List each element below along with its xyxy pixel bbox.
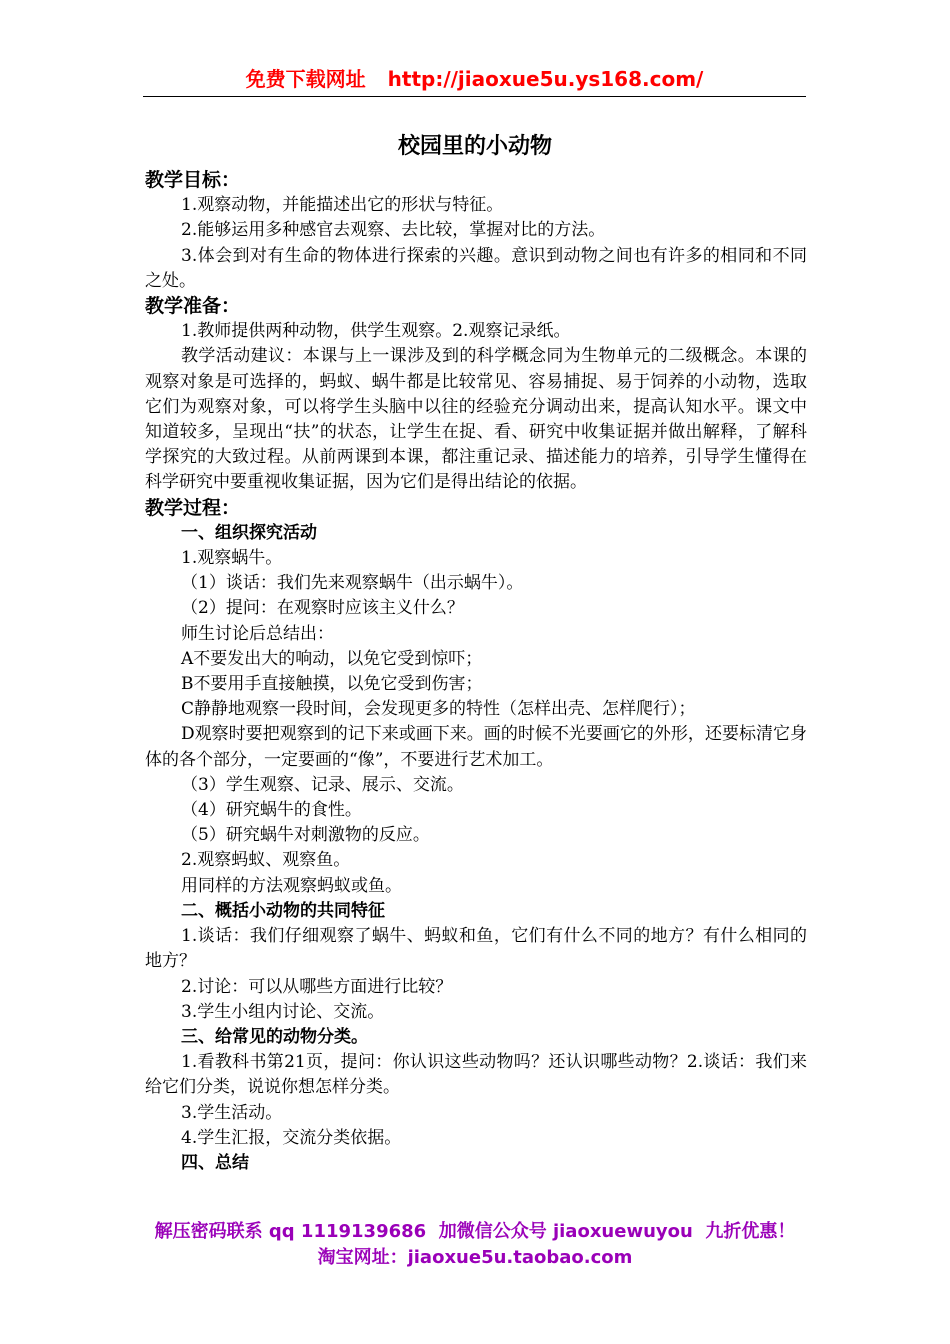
- part3-item: 3.学生活动。: [181, 1102, 283, 1123]
- part2-item: 3.学生小组内讨论、交流。: [181, 1001, 385, 1022]
- part1-item: （4）研究蜗牛的食性。: [181, 800, 362, 821]
- goal-item-1: 1.观察动物，并能描述出它的形状与特征。: [181, 195, 504, 216]
- part2-heading: 二、概括小动物的共同特征: [181, 900, 385, 921]
- footer-taobao-link[interactable]: 淘宝网址：jiaoxue5u.taobao.com: [317, 1247, 633, 1268]
- part1-item: （3）学生观察、记录、展示、交流。: [181, 774, 464, 795]
- part1-item: 2.观察蚂蚁、观察鱼。: [181, 850, 351, 871]
- document-title: 校园里的小动物: [397, 134, 552, 159]
- header-label: 免费下载网址: [245, 67, 366, 91]
- document-body: [145, 168, 807, 1176]
- page-footer: [0, 1219, 950, 1271]
- prep-heading: 教学准备：: [145, 295, 241, 318]
- part1-item: （5）研究蜗牛对刺激物的反应。: [181, 825, 430, 846]
- part1-item: （2）提问：在观察时应该主义什么？: [181, 598, 464, 619]
- page-header: [143, 64, 806, 97]
- process-heading: 教学过程：: [145, 496, 241, 519]
- part1-heading: 一、组织探究活动: [181, 522, 317, 543]
- part1-item: B不要用手直接触摸，以免它受到伤害；: [181, 674, 483, 695]
- part1-item: 用同样的方法观察蚂蚁或鱼。: [181, 875, 402, 896]
- header-url-link[interactable]: http://jiaoxue5u.ys168.com/: [387, 67, 704, 91]
- goals-heading: 教学目标：: [145, 169, 241, 191]
- goal-item-2: 2.能够运用多种感官去观察、去比较，掌握对比的方法。: [181, 220, 606, 241]
- part1-item: D观察时要把观察到的记下来或画下来。画的时候不光要画它的外形，还要标清它身体的各个部分，一定要画的“像”，不要进行艺术加工。: [145, 724, 807, 770]
- footer-contact-line: 解压密码联系 qq 1119139686 加微信公众号 jiaoxuewuyou 九折优惠！: [154, 1221, 796, 1242]
- part1-item: 1.观察蜗牛。: [181, 548, 283, 569]
- part1-item: 师生讨论后总结出：: [181, 623, 334, 644]
- goal-item-3: 3.体会到对有生命的物体进行探索的兴趣。意识到动物之间也有许多的相同和不同之处。: [145, 245, 807, 291]
- part2-item: 1.谈话：我们仔细观察了蜗牛、蚂蚁和鱼，它们有什么不同的地方？有什么相同的地方？: [145, 926, 807, 972]
- part1-item: C静静地观察一段时间，会发现更多的特性（怎样出壳、怎样爬行）；: [181, 699, 696, 720]
- part3-heading: 三、给常见的动物分类。: [181, 1026, 368, 1047]
- part3-item: 4.学生汇报，交流分类依据。: [181, 1127, 402, 1148]
- part1-item: A不要发出大的响动，以免它受到惊吓；: [181, 648, 483, 669]
- part1-item: （1）谈话：我们先来观察蜗牛（出示蜗牛）。: [181, 573, 524, 594]
- part3-item: 1.看教科书第21页，提问：你认识这些动物吗？还认识哪些动物？2.谈话：我们来给它们分类，说说你想怎样分类。: [145, 1052, 807, 1098]
- prep-item-1: 1.教师提供两种动物，供学生观察。2.观察记录纸。: [181, 321, 571, 342]
- part2-item: 2.讨论：可以从哪些方面进行比较？: [181, 976, 453, 997]
- prep-activity-suggestion: 教学活动建议：本课与上一课涉及到的科学概念同为生物单元的二级概念。本课的观察对象是可选择的，蚂蚁、蜗牛都是比较常见、容易捕捉、易于饲养的小动物，选取它们为观察对象，可以将学生头脑中以往的经验充分调动出来，提高认知水平。课文中知道较多，呈现出“扶”的状态，让学生在捉、看、研究中收集证据并做出解释，了解科学探究的大致过程。从前两课到本课，都注重记录、描述能力的培养，引导学生懂得在科学研究中要重视收集证据，因为它们是得出结论的依据。: [145, 346, 807, 493]
- part4-heading: 四、总结: [181, 1152, 249, 1173]
